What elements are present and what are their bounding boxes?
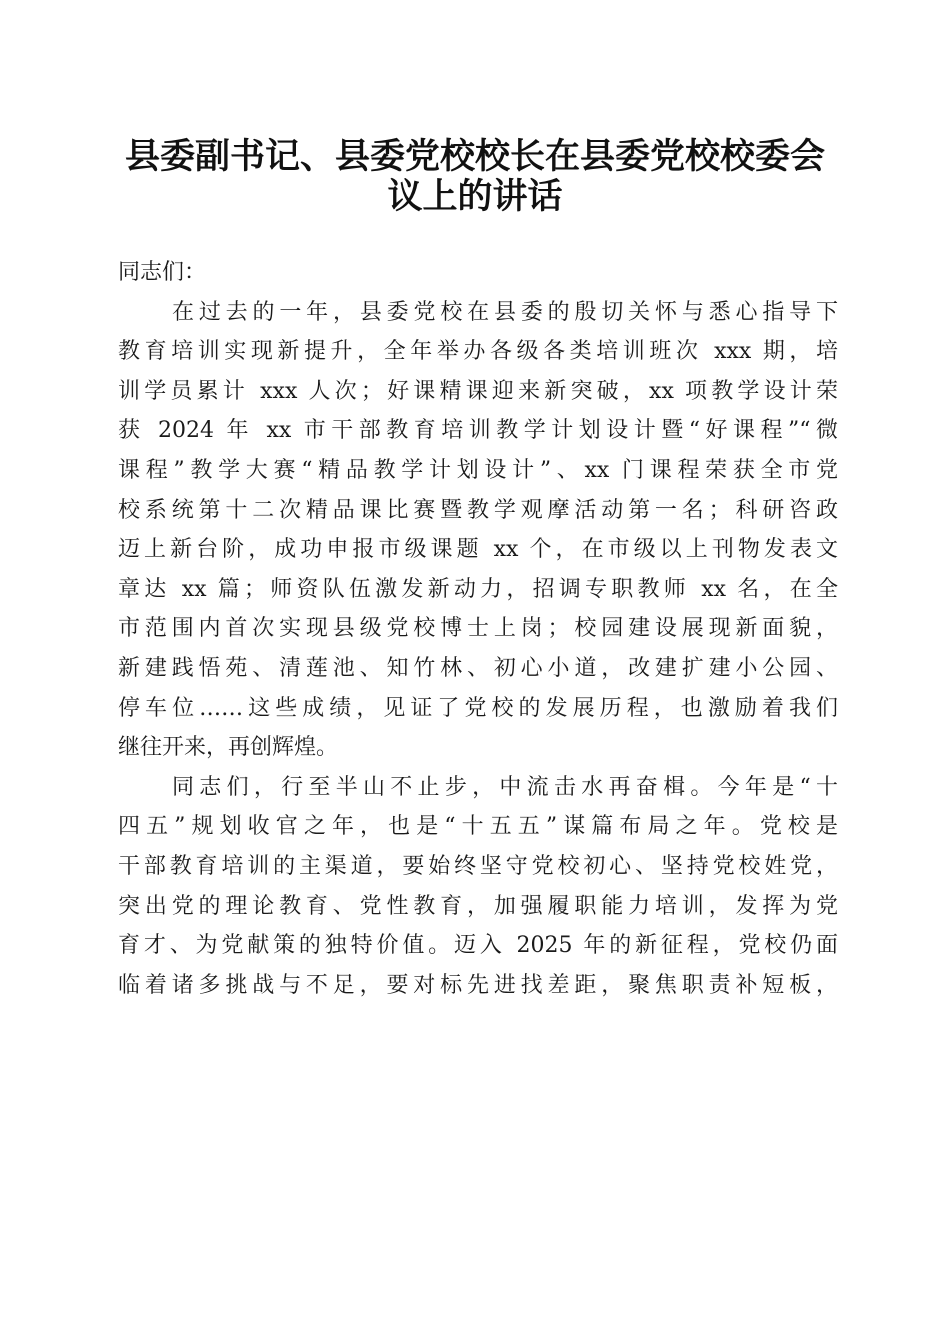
paragraph-1-line: 新建践悟苑、清莲池、知竹林、初心小道，改建扩建小公园、 [118, 655, 838, 681]
paragraph-2-line: 干部教育培训的主渠道，要始终坚守党校初心、坚持党校姓党， [118, 853, 838, 879]
paragraph-2-line: 临着诸多挑战与不足，要对标先进找差距，聚焦职责补短板， [118, 972, 838, 998]
paragraph-1-line: 停车位……这些成绩，见证了党校的发展历程，也激励着我们 [118, 695, 838, 721]
paragraph-1-line: 校系统第十二次精品课比赛暨教学观摩活动第一名；科研咨政 [118, 497, 838, 523]
paragraph-2-line: 同志们，行至半山不止步，中流击水再奋楫。今年是“十 [172, 774, 838, 800]
paragraph-1-line: 训学员累计 xxx 人次；好课精课迎来新突破，xx 项教学设计荣 [118, 378, 838, 404]
salutation: 同志们： [118, 260, 207, 285]
paragraph-1-line: 迈上新台阶，成功申报市级课题 xx 个，在市级以上刊物发表文 [118, 537, 838, 563]
document-body [118, 253, 838, 1005]
title-line-2: 议上的讲话 [387, 176, 563, 217]
paragraph-2-line: 育才、为党献策的独特价值。迈入 2025 年的新征程，党校仍面 [118, 933, 838, 959]
paragraph-1-line: 教育培训实现新提升，全年举办各级各类培训班次 xxx 期，培 [118, 339, 838, 365]
paragraph-2-line: 突出党的理论教育、党性教育，加强履职能力培训，发挥为党 [118, 893, 838, 919]
paragraph-2-line: 四五”规划收官之年，也是“十五五”谋篇布局之年。党校是 [118, 814, 838, 840]
paragraph-1-line: 课程”教学大赛“精品教学计划设计”、xx 门课程荣获全市党 [118, 457, 838, 483]
paragraph-1 [118, 293, 838, 768]
document-title [100, 136, 850, 215]
paragraph-1-line: 市范围内首次实现县级党校博士上岗；校园建设展现新面貌， [118, 616, 838, 642]
paragraph-1-line: 章达 xx 篇；师资队伍激发新动力，招调专职教师 xx 名，在全 [118, 576, 838, 602]
paragraph-1-line: 在过去的一年，县委党校在县委的殷切关怀与悉心指导下 [172, 299, 838, 325]
paragraph-1-line: 继往开来，再创辉煌。 [118, 735, 339, 761]
paragraph-1-line: 获 2024 年 xx 市干部教育培训教学计划设计暨“好课程”“微 [118, 418, 838, 444]
paragraph-2 [118, 768, 838, 1006]
title-line-1: 县委副书记、县委党校校长在县委党校校委会 [124, 137, 825, 177]
